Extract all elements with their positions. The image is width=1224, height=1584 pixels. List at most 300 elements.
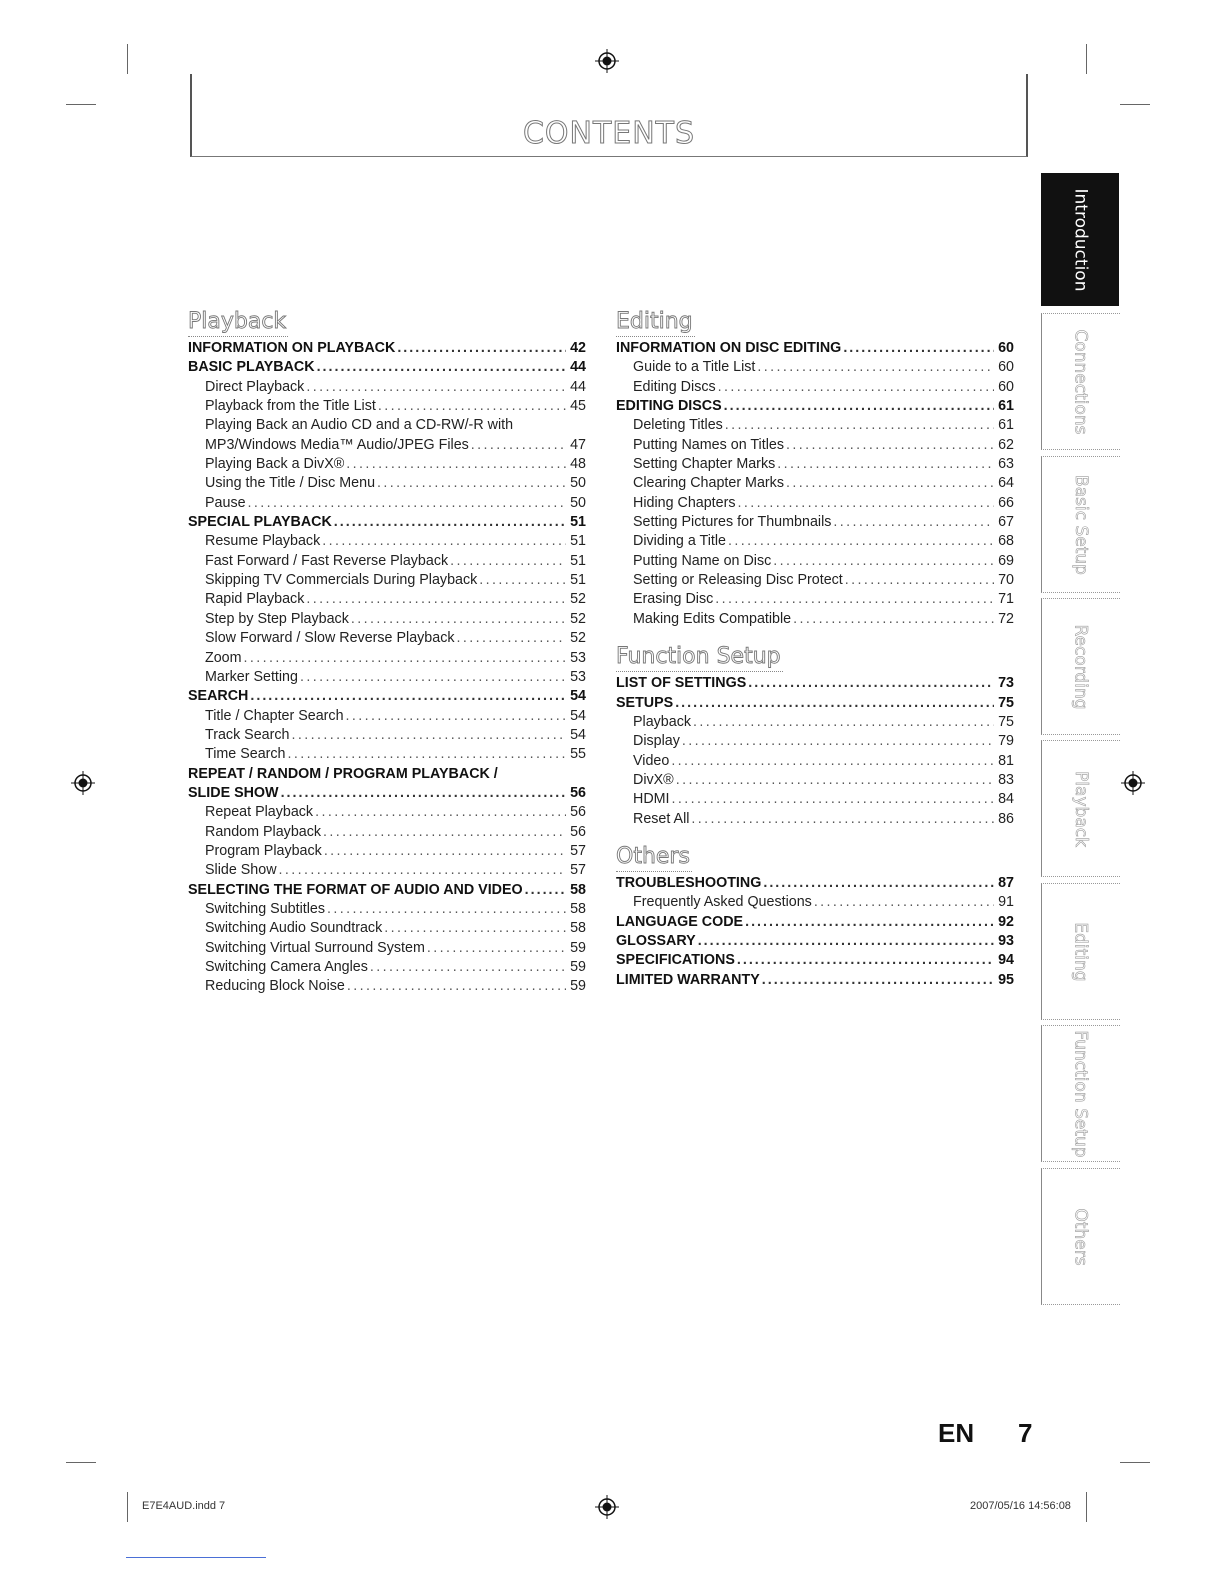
toc-entry[interactable] [188, 707, 586, 726]
toc-entry[interactable] [616, 951, 1014, 970]
toc-entry[interactable] [188, 687, 586, 706]
toc-entry-label: Playback from the Title List [205, 398, 376, 415]
toc-entry-label: Switching Virtual Surround System [205, 939, 425, 956]
section-heading-playback: Playback [188, 308, 288, 337]
toc-entry-label: Switching Subtitles [205, 900, 325, 917]
toc-entry-page: 48 [570, 456, 586, 473]
toc-entry-page: 56 [570, 804, 586, 821]
toc-entry-page: 71 [998, 591, 1014, 608]
toc-entry[interactable] [188, 571, 586, 590]
tab-label-wrap [1042, 599, 1120, 734]
dot-leader [397, 339, 566, 358]
toc-entry-label: Playing Back an Audio CD and a CD-RW/-R with [205, 417, 514, 434]
tab-editing[interactable] [1041, 883, 1120, 1020]
toc-entry[interactable] [616, 358, 1014, 377]
toc-entry[interactable] [188, 532, 586, 551]
toc-entry[interactable] [616, 571, 1014, 590]
toc-entry[interactable] [616, 771, 1014, 790]
toc-entry-label: Slide Show [205, 862, 277, 879]
toc-entry[interactable] [616, 674, 1014, 693]
tab-playback[interactable] [1041, 740, 1120, 877]
toc-entry-page: 68 [998, 533, 1014, 550]
toc-entry[interactable] [188, 726, 586, 745]
toc-entry-label: Playback [633, 713, 692, 730]
toc-entry-page: 60 [998, 340, 1014, 356]
toc-entry-page: 42 [570, 340, 586, 356]
toc-entry-page: 50 [570, 494, 586, 511]
toc-entry-page: 51 [570, 533, 586, 550]
toc-entry-label: Hiding Chapters [633, 494, 736, 511]
dot-leader [777, 455, 994, 474]
tab-label-wrap [1042, 314, 1120, 449]
toc-entry-page: 52 [570, 610, 586, 627]
crop-mark-top-left-h [66, 104, 96, 105]
toc-entry-label: Using the Title / Disc Menu [205, 475, 376, 492]
toc-entry-label: Skipping TV Commercials During Playback [205, 572, 478, 589]
toc-entry-page: 59 [570, 939, 586, 956]
tab-others[interactable] [1041, 1168, 1120, 1305]
page-title: CONTENTS [522, 116, 696, 151]
dot-leader [728, 532, 994, 551]
toc-entry-label: Playing Back a DivX® [205, 456, 345, 473]
tab-label-wrap [1041, 173, 1119, 306]
toc-entry[interactable] [188, 842, 586, 861]
toc-entry-label: BASIC PLAYBACK [188, 359, 315, 376]
toc-entry[interactable] [616, 694, 1014, 713]
toc-entry-label: Putting Name on Disc [633, 552, 772, 569]
toc-entry-label: SEARCH [188, 688, 249, 705]
toc-entry-page: 52 [570, 630, 586, 647]
tab-label-wrap [1042, 884, 1120, 1019]
toc-entry[interactable] [616, 455, 1014, 474]
dot-leader [698, 932, 994, 951]
toc-entry-label: Zoom [205, 649, 242, 666]
toc-entry-label: Slow Forward / Slow Reverse Playback [205, 630, 455, 647]
crop-mark-bottom-right-v [1086, 1492, 1087, 1522]
dot-leader [786, 474, 994, 493]
toc-entry[interactable] [616, 932, 1014, 951]
dot-leader [327, 900, 566, 919]
toc-entry-label: EDITING DISCS [616, 398, 722, 415]
tab-label-wrap [1042, 741, 1120, 876]
dot-leader [378, 397, 566, 416]
toc-entry-label: Fast Forward / Fast Reverse Playback [205, 552, 449, 569]
crop-mark-bottom-left-h [66, 1462, 96, 1463]
toc-entry-label: Making Edits Compatible [633, 610, 792, 627]
toc-entry-label: SETUPS [616, 694, 674, 711]
toc-entry[interactable] [188, 803, 586, 822]
toc-entry-label: LIMITED WARRANTY [616, 971, 760, 988]
toc-right-column [616, 308, 1014, 990]
toc-entry-page: 60 [998, 359, 1014, 376]
toc-entry[interactable] [616, 397, 1014, 416]
dot-leader [738, 494, 994, 513]
toc-entry[interactable] [188, 958, 586, 977]
toc-entry[interactable] [188, 436, 586, 455]
toc-entry-page: 58 [570, 920, 586, 937]
dot-leader [450, 552, 566, 571]
toc-entry-page: 55 [570, 746, 586, 763]
toc-entry-page: 87 [998, 874, 1014, 891]
dot-leader [322, 532, 566, 551]
toc-entry-page: 58 [570, 881, 586, 898]
dot-leader [334, 513, 566, 532]
tab-label: Connections [1071, 328, 1092, 435]
dot-leader [384, 919, 566, 938]
toc-entry[interactable] [188, 919, 586, 938]
dot-leader [370, 958, 566, 977]
toc-entry[interactable] [188, 823, 586, 842]
dot-leader [250, 687, 566, 706]
toc-entry[interactable] [188, 629, 586, 648]
toc-entry-label: Switching Audio Soundtrack [205, 920, 383, 937]
tab-label: Introduction [1070, 188, 1091, 291]
toc-entry-page: 66 [998, 494, 1014, 511]
dot-leader [682, 732, 994, 751]
toc-entry-page: 92 [998, 913, 1014, 930]
tab-function-setup[interactable] [1041, 1025, 1120, 1162]
toc-entry-page: 63 [998, 456, 1014, 473]
toc-entry-page: 51 [570, 572, 586, 589]
dot-leader [479, 571, 566, 590]
tab-label: Editing [1071, 921, 1091, 982]
section-gap [616, 629, 1014, 643]
toc-entry-label: Pause [205, 494, 246, 511]
toc-entry-page: 44 [570, 378, 586, 395]
tab-label-wrap [1042, 1169, 1120, 1304]
toc-entry-page: 45 [570, 398, 586, 415]
toc-entry[interactable] [188, 397, 586, 416]
dot-leader [691, 810, 994, 829]
toc-entry-list [616, 339, 1014, 629]
toc-entry[interactable] [616, 732, 1014, 751]
dot-leader [525, 881, 566, 900]
toc-entry-page: 57 [570, 862, 586, 879]
dot-leader [724, 397, 994, 416]
toc-entry-page: 54 [570, 707, 586, 724]
tab-label-wrap [1042, 457, 1120, 592]
toc-entry-label: Video [633, 752, 670, 769]
toc-entry-page: 44 [570, 359, 586, 376]
toc-entry-label: Resume Playback [205, 533, 321, 550]
toc-entry[interactable] [616, 339, 1014, 358]
toc-entry[interactable] [616, 416, 1014, 435]
toc-entry-page: 61 [998, 417, 1014, 434]
toc-entry-label: Time Search [205, 746, 286, 763]
toc-entry-label: Random Playback [205, 823, 322, 840]
file-info: E7E4AUD.indd 7 [142, 1500, 226, 1512]
dot-leader [306, 378, 566, 397]
toc-entry-label: Erasing Disc [633, 591, 714, 608]
toc-entry-page: 75 [998, 694, 1014, 711]
toc-entry[interactable] [188, 784, 586, 803]
dot-leader [748, 674, 994, 693]
toc-entry-label: INFORMATION ON DISC EDITING [616, 340, 842, 356]
registration-mark-icon [70, 770, 96, 796]
toc-entry[interactable] [616, 494, 1014, 513]
dot-leader [347, 977, 566, 996]
toc-entry-page: 59 [570, 959, 586, 975]
toc-entry[interactable] [188, 455, 586, 474]
tab-introduction[interactable] [1041, 173, 1119, 306]
toc-entry-label: GLOSSARY [616, 932, 696, 949]
registration-mark-icon [594, 1494, 620, 1520]
toc-entry[interactable] [188, 552, 586, 571]
toc-entry-page: 91 [998, 894, 1014, 911]
toc-entry-label: REPEAT / RANDOM / PROGRAM PLAYBACK / [188, 765, 498, 782]
toc-entry-label: Putting Names on Titles [633, 436, 784, 453]
dot-leader [845, 571, 994, 590]
toc-entry[interactable] [616, 713, 1014, 732]
section-heading-function-setup: Function Setup [616, 643, 783, 672]
toc-entry-label: Reducing Block Noise [205, 978, 345, 995]
toc-entry-label: Step by Step Playback [205, 610, 349, 627]
section-gap [616, 829, 1014, 843]
dot-leader [757, 358, 994, 377]
toc-entry-label: Program Playback [205, 842, 322, 859]
dot-leader [676, 771, 994, 790]
tab-label: Recording [1071, 623, 1091, 710]
toc-entry[interactable] [188, 861, 586, 880]
toc-entry-label: Rapid Playback [205, 591, 305, 608]
dot-leader [718, 378, 994, 397]
toc-entry-page: 72 [998, 610, 1014, 627]
dot-leader [833, 513, 994, 532]
toc-entry[interactable] [616, 552, 1014, 571]
dot-leader [693, 713, 994, 732]
dot-leader [377, 474, 566, 493]
toc-entry-label: Deleting Titles [633, 417, 723, 434]
toc-entry-page: 69 [998, 552, 1014, 569]
section-heading-editing: Editing [616, 308, 695, 337]
toc-entry-page: 73 [998, 675, 1014, 692]
toc-entry[interactable] [188, 474, 586, 493]
toc-entry-label: Direct Playback [205, 378, 305, 395]
toc-entry-label: MP3/Windows Media™ Audio/JPEG Files [205, 436, 469, 453]
toc-entry[interactable] [188, 378, 586, 397]
tab-label: Function Setup [1071, 1029, 1092, 1158]
toc-entry-label: DivX® [633, 771, 674, 788]
toc-entry[interactable] [616, 378, 1014, 397]
dot-leader [762, 971, 994, 990]
dot-leader [675, 694, 994, 713]
toc-entry-label: SLIDE SHOW [188, 784, 279, 801]
toc-entry[interactable] [188, 939, 586, 958]
toc-entry[interactable] [188, 590, 586, 609]
toc-entry[interactable] [616, 610, 1014, 629]
toc-entry[interactable] [616, 474, 1014, 493]
toc-entry-page: 56 [570, 784, 586, 801]
toc-entry[interactable] [188, 513, 586, 532]
toc-entry-page: 75 [998, 713, 1014, 730]
dot-leader [763, 874, 994, 893]
toc-entry-label: Frequently Asked Questions [633, 894, 812, 911]
toc-entry-page: 86 [998, 810, 1014, 827]
toc-entry-label: Setting or Releasing Disc Protect [633, 572, 843, 589]
dot-leader [715, 590, 994, 609]
toc-entry[interactable] [188, 416, 586, 435]
toc-entry-page: 60 [998, 378, 1014, 395]
toc-left-column [188, 308, 586, 997]
toc-entry[interactable] [188, 881, 586, 900]
toc-entry[interactable] [616, 590, 1014, 609]
toc-entry-page: 95 [998, 971, 1014, 988]
dot-leader [793, 610, 994, 629]
toc-entry-label: Dividing a Title [633, 533, 726, 550]
dot-leader [317, 358, 566, 377]
toc-entry-label: SPECIFICATIONS [616, 952, 735, 969]
toc-entry[interactable] [616, 913, 1014, 932]
toc-entry[interactable] [188, 900, 586, 919]
toc-entry[interactable] [188, 668, 586, 687]
dot-leader [291, 726, 566, 745]
toc-entry-page: 54 [570, 688, 586, 705]
registration-mark-icon [1120, 770, 1146, 796]
toc-entry-page: 93 [998, 932, 1014, 949]
toc-entry[interactable] [188, 765, 586, 784]
toc-entry[interactable] [188, 610, 586, 629]
toc-entry[interactable] [616, 893, 1014, 912]
toc-entry[interactable] [616, 971, 1014, 990]
dot-leader [671, 752, 994, 771]
toc-entry-label: HDMI [633, 791, 670, 808]
tab-label-wrap [1042, 1026, 1120, 1161]
toc-entry-label: SELECTING THE FORMAT OF AUDIO AND VIDEO [188, 881, 523, 898]
toc-entry-page: 59 [570, 978, 586, 995]
toc-entry[interactable] [616, 752, 1014, 771]
selection-underline [126, 1557, 266, 1558]
dot-leader [306, 590, 566, 609]
toc-entry-label: LIST OF SETTINGS [616, 675, 747, 692]
contents-header-frame [190, 74, 1028, 157]
crop-mark-bottom-right-h [1120, 1462, 1150, 1463]
toc-entry-page: 53 [570, 668, 586, 685]
dot-leader [457, 629, 567, 648]
dot-leader [427, 939, 566, 958]
dot-leader [346, 455, 566, 474]
toc-entry-label: Editing Discs [633, 378, 716, 395]
toc-entry-page: 50 [570, 475, 586, 492]
dot-leader [288, 745, 566, 764]
dot-leader [300, 668, 566, 687]
tab-connections[interactable] [1041, 313, 1120, 450]
language-label: EN [938, 1418, 975, 1448]
section-heading-others: Others [616, 843, 692, 872]
dot-leader [814, 893, 994, 912]
toc-entry[interactable] [188, 745, 586, 764]
toc-entry-label: Clearing Chapter Marks [633, 475, 784, 492]
tab-recording[interactable] [1041, 598, 1120, 735]
dot-leader [279, 861, 566, 880]
toc-entry-label: Switching Camera Angles [205, 959, 368, 975]
dot-leader [745, 913, 994, 932]
toc-entry-label: Title / Chapter Search [205, 707, 344, 724]
crop-mark-bottom-left-v [127, 1492, 128, 1522]
dot-leader [725, 416, 994, 435]
toc-entry-list [616, 674, 1014, 829]
dot-leader [324, 842, 566, 861]
tab-label: Basic Setup [1071, 474, 1091, 575]
toc-entry-page: 53 [570, 649, 586, 666]
dot-leader [773, 552, 994, 571]
toc-entry-page: 81 [998, 752, 1014, 769]
toc-entry-page: 94 [998, 952, 1014, 969]
toc-entry-page: 51 [570, 552, 586, 569]
toc-entry-page: 56 [570, 823, 586, 840]
toc-entry-label: Setting Pictures for Thumbnails [633, 514, 832, 531]
dot-leader [315, 803, 566, 822]
toc-entry-label: Display [633, 733, 680, 750]
toc-entry-label: Guide to a Title List [633, 359, 756, 376]
dot-leader [843, 339, 994, 358]
page-number: 7 [1018, 1418, 1033, 1448]
toc-entry[interactable] [188, 494, 586, 513]
toc-entry[interactable] [616, 513, 1014, 532]
toc-entry-list [616, 874, 1014, 990]
toc-entry[interactable] [616, 532, 1014, 551]
tab-label: Playback [1070, 770, 1091, 847]
toc-entry[interactable] [616, 874, 1014, 893]
toc-entry-label: INFORMATION ON PLAYBACK [188, 340, 396, 356]
toc-entry-page: 58 [570, 900, 586, 917]
toc-entry[interactable] [616, 436, 1014, 455]
crop-mark-top-right-v [1086, 44, 1087, 74]
toc-entry-label: Repeat Playback [205, 804, 314, 821]
toc-entry[interactable] [188, 358, 586, 377]
toc-entry-label: LANGUAGE CODE [616, 913, 744, 930]
dot-leader [346, 707, 566, 726]
toc-entry[interactable] [188, 339, 586, 358]
toc-entry-page: 79 [998, 733, 1014, 750]
dot-leader [323, 823, 566, 842]
dot-leader [471, 436, 566, 455]
toc-entry-page: 47 [570, 436, 586, 453]
dot-leader [351, 610, 566, 629]
toc-entry-label: SPECIAL PLAYBACK [188, 514, 332, 531]
toc-entry[interactable] [616, 810, 1014, 829]
toc-entry-page: 62 [998, 436, 1014, 453]
toc-entry-page: 52 [570, 591, 586, 608]
dot-leader [248, 494, 566, 513]
dot-leader [244, 649, 566, 668]
crop-mark-top-left-v [127, 44, 128, 74]
toc-entry-label: Track Search [205, 726, 290, 743]
toc-entry-page: 57 [570, 842, 586, 859]
toc-entry-page: 51 [570, 514, 586, 531]
toc-entry-label: Setting Chapter Marks [633, 456, 776, 473]
tab-basic-setup[interactable] [1041, 456, 1120, 593]
toc-entry-label: Marker Setting [205, 668, 298, 685]
toc-entry-page: 61 [998, 398, 1014, 415]
toc-entry-page: 83 [998, 771, 1014, 788]
toc-entry[interactable] [188, 977, 586, 996]
toc-entry-list [188, 339, 586, 997]
dot-leader [737, 951, 994, 970]
dot-leader [786, 436, 994, 455]
toc-entry-page: 54 [570, 726, 586, 743]
dot-leader [672, 790, 994, 809]
toc-entry-label: TROUBLESHOOTING [616, 874, 762, 891]
toc-entry[interactable] [616, 790, 1014, 809]
dot-leader [281, 784, 566, 803]
toc-entry-label: Reset All [633, 810, 690, 827]
crop-mark-top-right-h [1120, 104, 1150, 105]
toc-entry[interactable] [188, 649, 586, 668]
tab-label: Others [1070, 1207, 1091, 1266]
print-timestamp: 2007/05/16 14:56:08 [970, 1500, 1071, 1512]
toc-entry-page: 67 [998, 514, 1014, 531]
toc-entry-page: 70 [998, 572, 1014, 589]
